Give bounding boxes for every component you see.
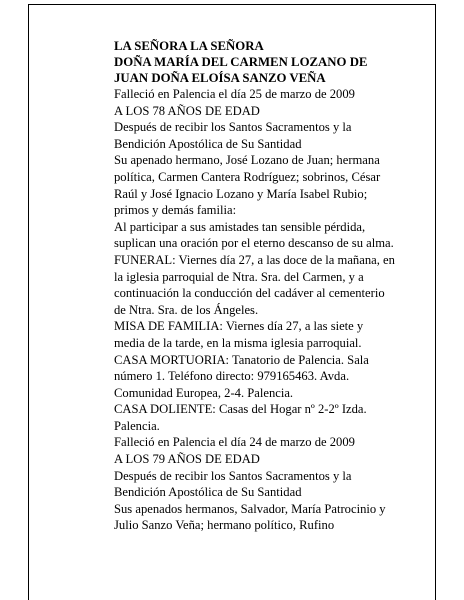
body-line: suplican una oración por el eterno descanso de su alma. (114, 236, 394, 251)
body-line: la iglesia parroquial de Ntra. Sra. del Carmen, y a (114, 269, 364, 284)
body-line: A LOS 78 AÑOS DE EDAD (114, 103, 260, 118)
body-line: Julio Sanzo Veña; hermano político, Rufino (114, 518, 335, 533)
body-line: MISA DE FAMILIA: Viernes día 27, a las siete y (114, 319, 364, 334)
body-line: Sus apenados hermanos, Salvador, María Patrocinio y (114, 501, 386, 516)
body-line: Falleció en Palencia el día 24 de marzo de 2009 (114, 435, 355, 450)
body-line: A LOS 79 AÑOS DE EDAD (114, 452, 260, 467)
body-line: FUNERAL: Viernes día 27, a las doce de la mañana, en (114, 252, 395, 267)
title-line: JUAN DOÑA ELOÍSA SANZO VEÑA (114, 71, 326, 85)
body-line: CASA DOLIENTE: Casas del Hogar nº 2-2º Izda. (114, 402, 367, 417)
body-line: de Ntra. Sra. de los Ángeles. (114, 302, 259, 317)
body-line: Su apenado hermano, José Lozano de Juan; hermana (114, 153, 380, 168)
title-line: DOÑA MARÍA DEL CARMEN LOZANO DE (114, 55, 368, 69)
body-line: Después de recibir los Santos Sacramentos y la (114, 120, 352, 135)
body-line: Raúl y José Ignacio Lozano y María Isabel Rubio; (114, 186, 368, 201)
body-line: Al participar a sus amistades tan sensible pérdida, (114, 219, 366, 234)
body-line: Comunidad Europea, 2-4. Palencia. (114, 385, 294, 400)
title-line: LA SEÑORA LA SEÑORA (114, 39, 264, 53)
body-line: Falleció en Palencia el día 25 de marzo de 2009 (114, 87, 355, 101)
body-line: CASA MORTUORIA: Tanatorio de Palencia. Sala (114, 352, 369, 367)
body-line: primos y demás familia: (114, 203, 237, 218)
body-line: número 1. Teléfono directo: 979165463. Avda. (114, 369, 350, 384)
body-line: Palencia. (114, 418, 160, 433)
body-line: continuación la conducción del cadáver al cementerio (114, 286, 385, 301)
obituary-body (114, 86, 424, 534)
body-line: Después de recibir los Santos Sacramentos y la (114, 468, 352, 483)
body-line: Bendición Apostólica de Su Santidad (114, 485, 302, 500)
body-line: Bendición Apostólica de Su Santidad (114, 136, 302, 151)
body-line: política, Carmen Cantera Rodríguez; sobrinos, César (114, 169, 381, 184)
obituary-column (114, 38, 424, 534)
body-line: media de la tarde, en la misma iglesia parroquial. (114, 335, 362, 350)
obituary-title (114, 38, 424, 86)
